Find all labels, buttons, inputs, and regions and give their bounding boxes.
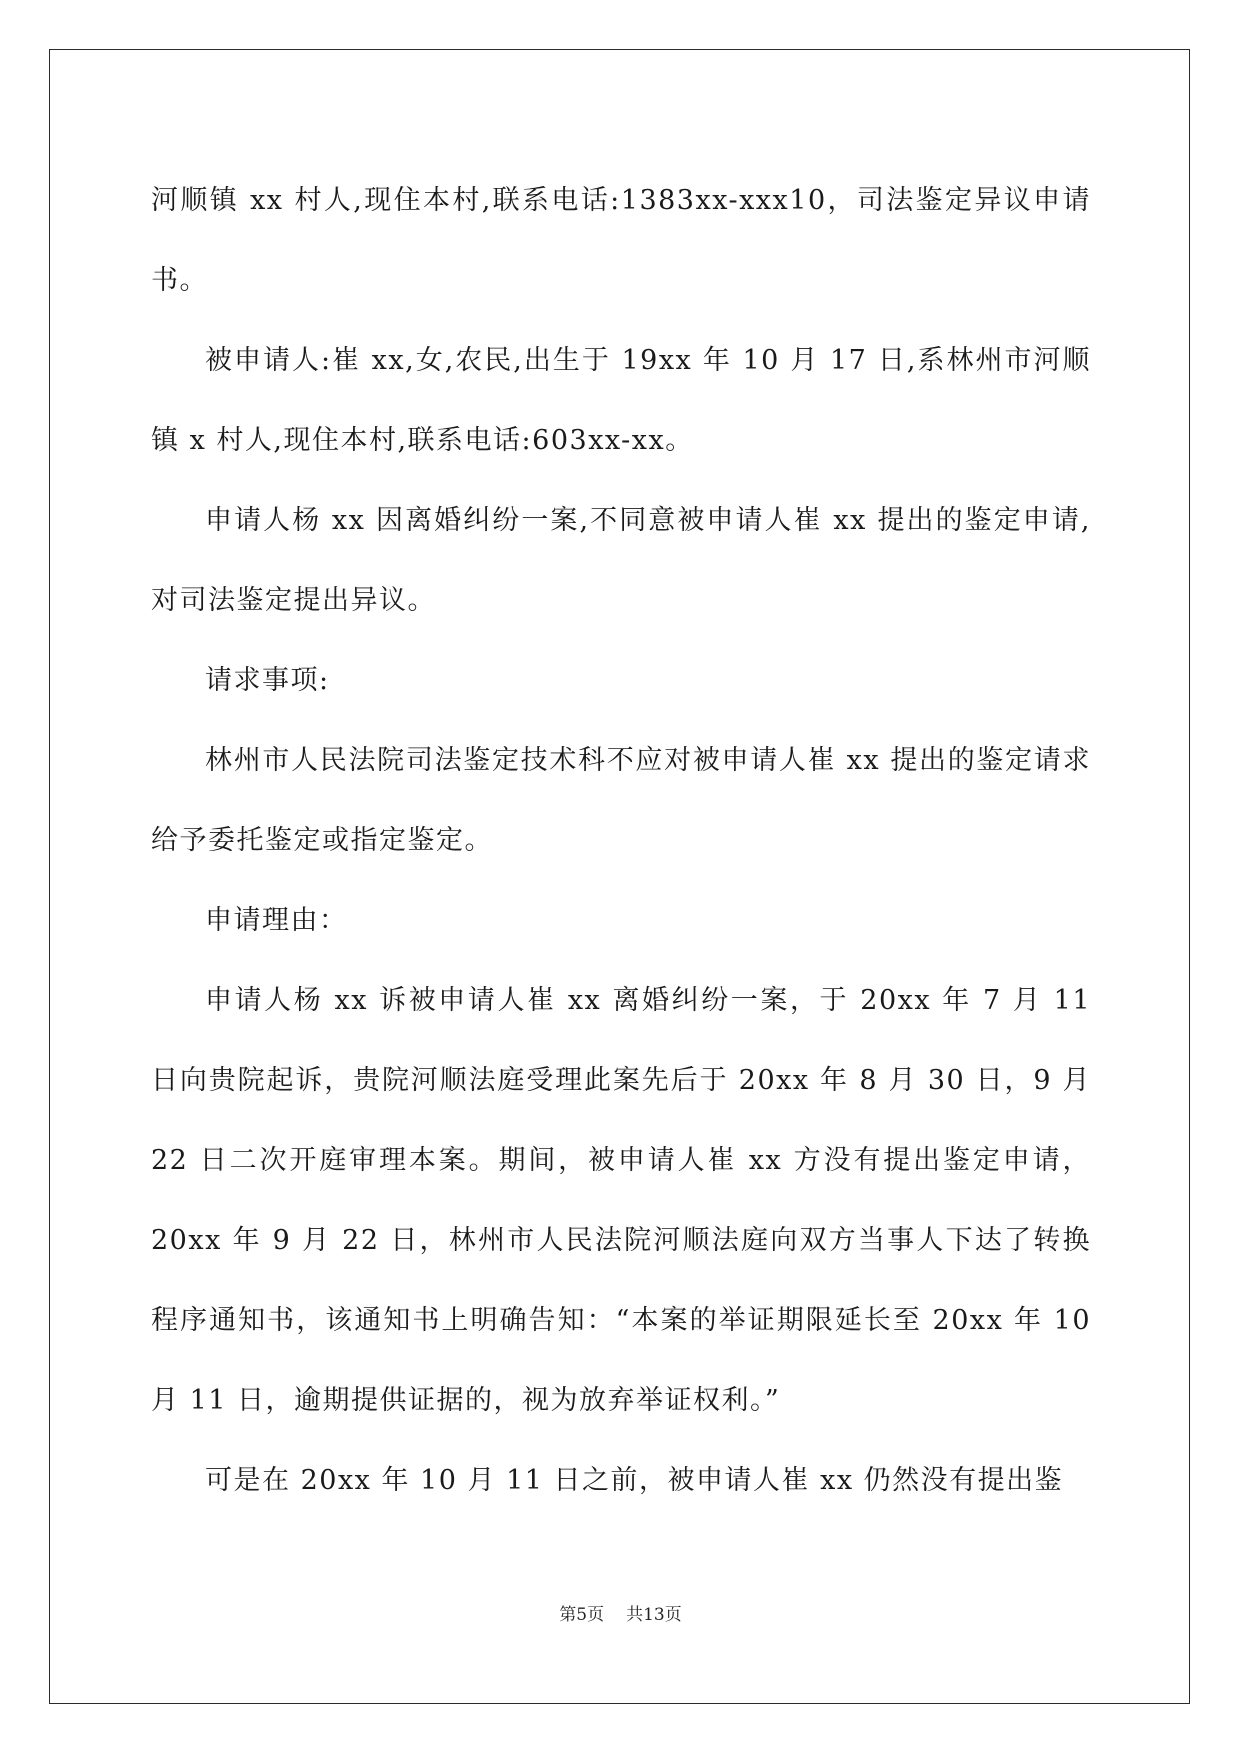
paragraph-reasons-content: 申请人杨 xx 诉被申请人崔 xx 离婚纠纷一案，于 20xx 年 7 月 11 日向贵院起诉，贵院河顺法庭受理此案先后于 20xx 年 8 月 30 日，9 月 22 日二次开庭审理本案。期间，被申请人崔 xx 方没有提出鉴定申请，20xx 年 9 月 22 日，林州市人民法院河顺法庭向双方当事人下达了转换程序通知书，该通知书上明确告知：“本案的举证期限延长至 20xx 年 10 月 11 日，逾期提供证据的，视为放弃举证权利。” (151, 985, 1091, 1416)
paragraph-continuation: 可是在 20xx 年 10 月 11 日之前，被申请人崔 xx 仍然没有提出鉴 (205, 1465, 1064, 1496)
heading-requests: 请求事项: (205, 665, 330, 696)
page-footer (0, 1600, 1241, 1625)
paragraph-case-statement: 申请人杨 xx 因离婚纠纷一案,不同意被申请人崔 xx 提出的鉴定申请,对司法鉴定提出异议。 (151, 505, 1091, 616)
paragraph-applicant-info: 河顺镇 xx 村人,现住本村,联系电话:1383xx-xxx10，司法鉴定异议申请书。 (151, 185, 1091, 296)
page-number: 第5页 (559, 1605, 605, 1625)
paragraph-request-content: 林州市人民法院司法鉴定技术科不应对被申请人崔 xx 提出的鉴定请求给予委托鉴定或指定鉴定。 (151, 745, 1091, 856)
paragraph-respondent-info: 被申请人:崔 xx,女,农民,出生于 19xx 年 10 月 17 日,系林州市河顺镇 x 村人,现住本村,联系电话:603xx-xx。 (151, 345, 1091, 456)
document-body (151, 161, 1091, 1521)
page-total: 共13页 (626, 1605, 682, 1625)
heading-reasons: 申请理由： (205, 905, 348, 936)
